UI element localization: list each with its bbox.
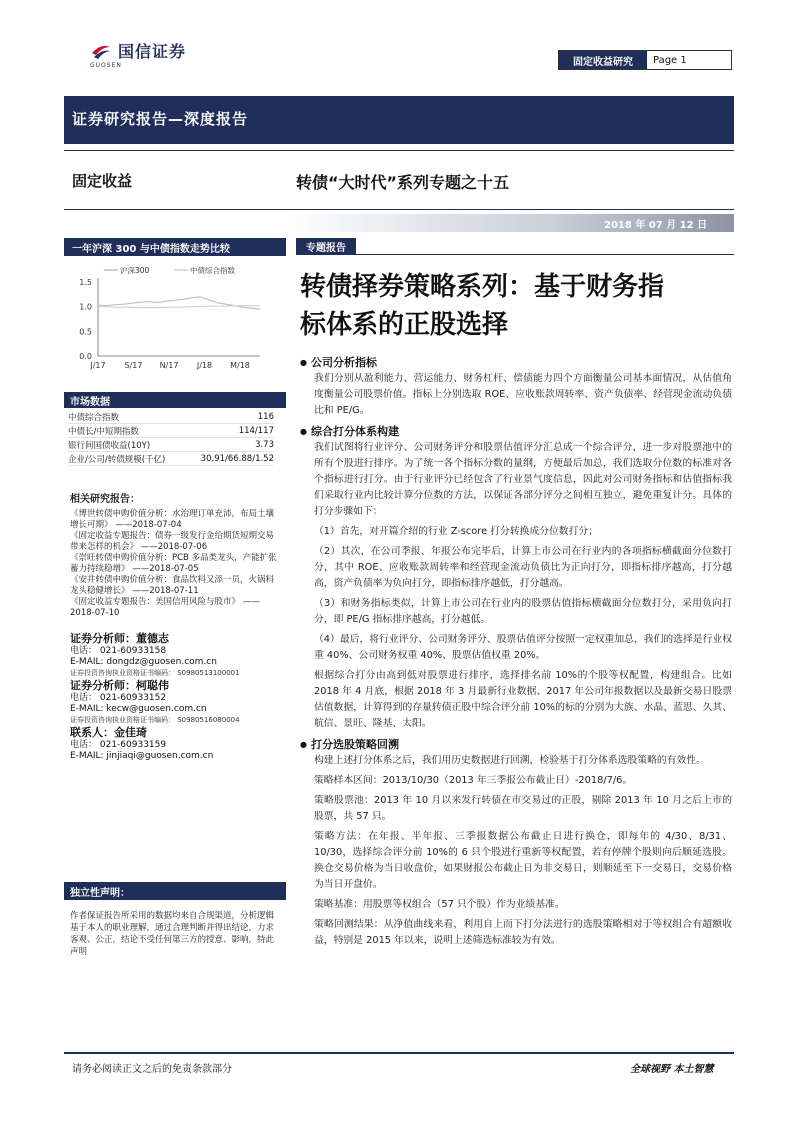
report-tag: 专题报告 <box>296 238 356 254</box>
contact-name: 联系人：金佳琦 <box>70 726 147 739</box>
contact-email[interactable]: E-MAIL: jinjiaqi@guosen.com.cn <box>70 751 214 761</box>
main-title: 转债择券策略系列：基于财务指 标体系的正股选择 <box>300 272 665 340</box>
section-heading: ● 打分选股策略回溯 <box>300 736 732 753</box>
legend-label: 沪深300 <box>120 266 150 275</box>
related-report-item[interactable]: 《固定收益专题报告：债券一级发行金给期货短期交易带来怎样的机会》 ——2018-07-06 <box>70 531 275 552</box>
independence-text: 作者保证报告所采用的数据均来自合规渠道，分析逻辑基于本人的职业理解，通过合理判断并得出结论，力求客观、公正，结论不受任何第三方的授意、影响，特此声明 <box>70 911 275 957</box>
section-heading: ● 公司分析指标 <box>300 354 732 371</box>
chart-svg <box>64 258 286 388</box>
analyst-email[interactable]: E-MAIL: dongdz@guosen.com.cn <box>70 657 217 667</box>
sector-label: 固定收益 <box>72 172 133 190</box>
related-report-item[interactable]: 《崇旺转债申购价值分析：PCB 多品类龙头，产能扩张蓄力持续稳增》 ——2018-07-05 <box>70 553 277 574</box>
y-tick-label: 0.5 <box>79 327 92 337</box>
series-line <box>98 306 260 308</box>
market-row: 中债综合指数 116 <box>68 411 274 423</box>
page-indicator <box>558 50 732 70</box>
paragraph: （4）最后，将行业评分、公司财务评分、股票估值评分按照一定权重加总，我们的选择是行业权重 40%、公司财务权重 40%、股票估值权重 20%。 <box>314 634 732 661</box>
analyst-name: 证券分析师：柯聪伟 <box>70 679 169 692</box>
legend-label: 中债综合指数 <box>190 266 235 275</box>
contact-phone: 电话： 021-60933159 <box>70 740 167 750</box>
logo-mark-icon <box>90 39 112 61</box>
y-tick-label: 1.0 <box>79 302 92 312</box>
paragraph: 策略样本区间：2013/10/30（2013 年三季报公布截止日）-2018/7/6。 <box>314 775 633 786</box>
related-reports-title: 相关研究报告： <box>70 494 140 505</box>
logo-subtext: GUOSEN <box>90 62 122 69</box>
divider <box>64 142 734 144</box>
independence-title: 独立性声明： <box>64 882 286 900</box>
paragraph: 根据综合打分由高到低对股票进行排序，选择排名前 10%的个股等权配置，构建组合。比如 2018 年 4 月底，根据 2018 年 3 月最新行业数据、2017 年公司年报数据以及最新交易日股票估值数据，计算得到的存量转债正股中综合评分前 10%的标的分别为大族、水晶、蓝思、久其、航信、景旺、隆基、太阳。 <box>314 670 732 729</box>
analyst-cert: 证券投资咨询执业资格证书编码： S0980513100001 <box>70 669 240 677</box>
y-tick-label: 1.5 <box>79 278 92 287</box>
analyst-phone: 电话： 021-60933158 <box>70 646 167 656</box>
paragraph: 构建上述打分体系之后，我们用历史数据进行回溯，检验基于打分体系选股策略的有效性。 <box>314 755 706 766</box>
x-tick-label: N/17 <box>159 361 179 370</box>
divider <box>296 254 734 255</box>
section-heading: ● 综合打分体系构建 <box>300 423 732 440</box>
paragraph: 策略股票池：2013 年 10 月以来发行转债在市交易过的正股，剔除 2013 年 10 月之后上市的股票，共 57 只。 <box>314 795 732 822</box>
analyst-cert: 证券投资咨询执业资格证书编码： S0980516080004 <box>70 716 240 724</box>
paragraph: 策略方法：在年报、半年报、三季报数据公布截止日进行换仓，即每年的 4/30、8/31、10/30，选择综合评分前 10%的 6 只个股进行重新等权配置，若有停牌个股则向后顺延选股。换仓交易价格为当日收盘价，如果财报公布截止日为非交易日，则顺延至下一交易日，交易价格为当日开盘价。 <box>314 831 732 890</box>
paragraph: 我们试图将行业评分、公司财务评分和股票估值评分汇总成一个综合评分，进一步对股票池中的所有个股进行排序。为了统一各个指标分数的量纲，方便最后加总，我们选取分位数的标准对各个指标进行打分。由于行业评分已经包含了行业景气度信息，因此对公司财务指标和估值指标我们采取行业内比较计算分位数的方法，以保证各部分评分之间相互独立，避免重复计分。具体的打分步骤如下： <box>314 442 732 517</box>
related-report-item[interactable]: 《安井转债申购价值分析：食品饮料又添一员，火锅料龙头稳健增长》 ——2018-07-11 <box>70 575 275 596</box>
company-logo <box>90 36 186 64</box>
analyst-phone: 电话： 021-60933152 <box>70 693 167 703</box>
market-row: 银行间国债收益(10Y) 3.73 <box>68 439 274 451</box>
paragraph: 我们分别从盈利能力、营运能力、财务杠杆、偿债能力四个方面衡量公司基本面情况，从估值角度衡量公司股票价值。指标上分别选取 ROE、应收账款周转率、资产负债率、经营现金流动负债比和 PE/G。 <box>314 373 732 416</box>
paragraph: （2）其次，在公司季报、年报公布完毕后，计算上市公司在行业内的各项指标横截面分位数打分，其中 ROE、应收账款周转率和经营现金流动负债比为正向打分，即指标排序越高，打分越高，资产负债率为负向打分，即指标排序越低，打分越高。 <box>314 546 732 589</box>
analyst-contacts <box>70 632 282 762</box>
x-tick-label: J/18 <box>196 361 213 370</box>
logo-text: 国信证券 <box>118 41 187 61</box>
y-tick-label: 0.0 <box>79 352 92 361</box>
disclaimer-note: 请务必阅读正文之后的免责条款部分 <box>72 1064 232 1075</box>
index-chart <box>64 258 286 388</box>
chart-title: 一年沪深 300 与中债指数走势比较 <box>64 238 286 256</box>
report-type: 证券研究报告—深度报告 <box>72 110 249 128</box>
analyst-block <box>70 632 282 679</box>
related-reports <box>70 494 280 619</box>
footer-divider <box>64 1052 734 1054</box>
series-title: 转债“大时代”系列专题之十五 <box>296 173 510 192</box>
x-tick-label: M/18 <box>230 361 250 370</box>
market-row: 中债长/中短期指数 114/117 <box>68 425 274 437</box>
report-body <box>300 350 732 953</box>
paragraph: （1）首先，对开篇介绍的行业 Z-score 打分转换成分位数打分； <box>314 526 598 537</box>
contact-block <box>70 726 282 762</box>
analyst-block <box>70 679 282 726</box>
slogan: 全球视野 本土智慧 <box>630 1064 714 1075</box>
report-date: 2018 年 07 月 12 日 <box>604 220 708 231</box>
analyst-email[interactable]: E-MAIL: kecw@guosen.com.cn <box>70 704 207 714</box>
paragraph: 策略回测结果：从净值曲线来看，利用自上而下打分法进行的选股策略相对于等权组合有超额收益，特别是 2015 年以来，说明上述筛选标准较为有效。 <box>314 919 732 946</box>
page-number: Page 1 <box>653 54 687 66</box>
market-data-title: 市场数据 <box>64 392 286 408</box>
analyst-name: 证券分析师：董德志 <box>70 632 169 645</box>
x-tick-label: S/17 <box>124 361 143 370</box>
paragraph: 策略基准：用股票等权组合（57 只个股）作为业绩基准。 <box>314 899 565 910</box>
x-tick-label: J/17 <box>90 361 106 370</box>
market-data-table <box>68 410 274 466</box>
paragraph: （3）和财务指标类似，计算上市公司在行业内的股票估值指标横截面分位数打分，采用负向打分，即 PE/G 指标排序越高，打分越低。 <box>314 598 732 625</box>
report-category: 固定收益研究 <box>559 51 647 69</box>
related-report-item[interactable]: 《固定收益专题报告：美国信用风险与股市》 ——2018-07-10 <box>70 597 260 618</box>
related-report-item[interactable]: 《博世转债申购价值分析：水治理订单充沛，布局土壤增长可期》 ——2018-07-04 <box>70 509 275 530</box>
market-row: 企业/公司/转债规模(千亿) 30.91/66.88/1.52 <box>68 453 274 465</box>
